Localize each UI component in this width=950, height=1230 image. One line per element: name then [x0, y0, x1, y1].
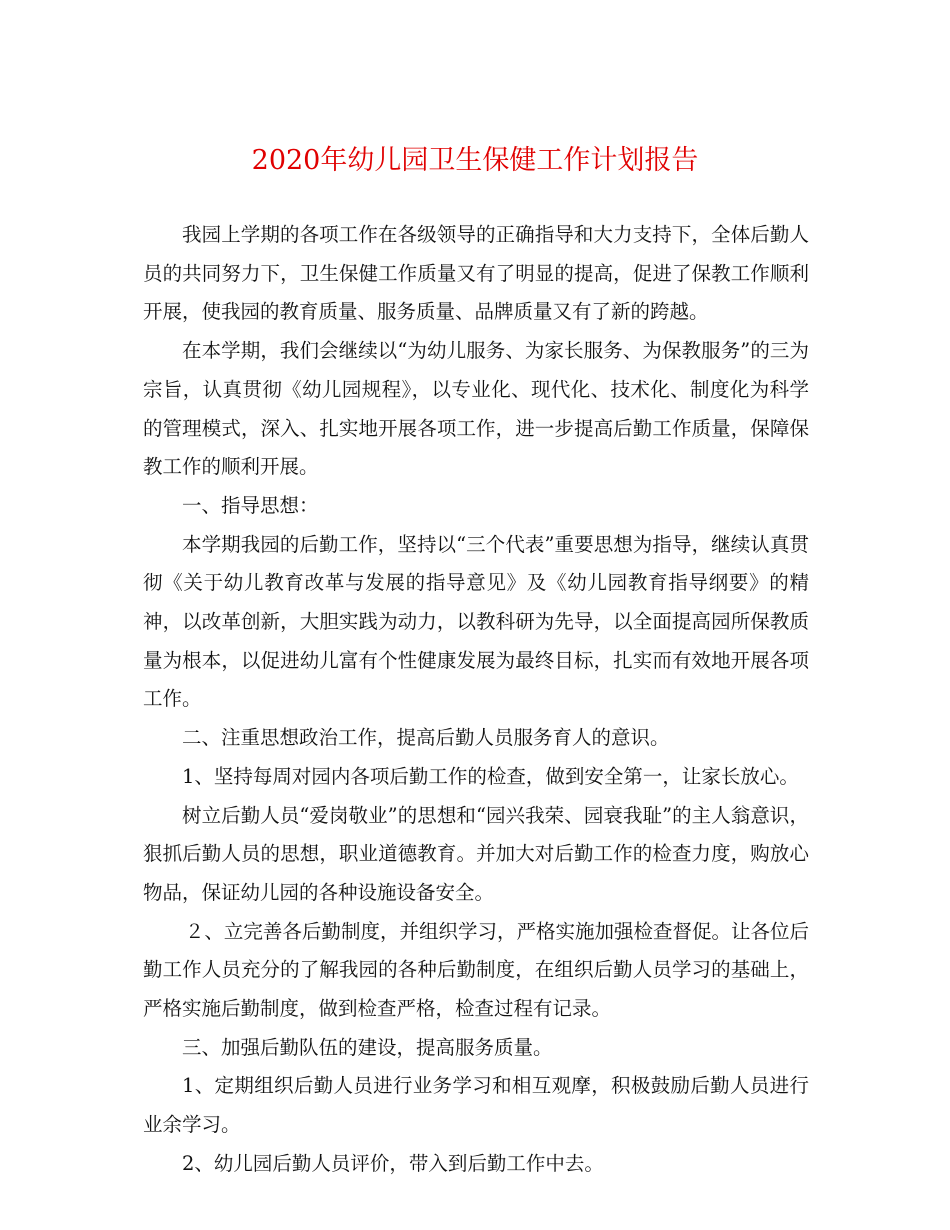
section-heading-political-work: 二、注重思想政治工作，提高后勤人员服务育人的意识。	[182, 726, 670, 750]
list-item-staff-evaluation: 2、幼儿园后勤人员评价，带入到后勤工作中去。	[182, 1151, 604, 1175]
document-body	[143, 216, 809, 1184]
paragraph-staff-ethics: 树立后勤人员“爱岗敬业”的思想和“园兴我荣、园衰我耻”的主人翁意识，狠抓后勤人员的思想，职业道德教育。并加大对后勤工作的检查力度，购放心物品，保证幼儿园的各种设施设备安全。	[143, 803, 809, 904]
list-item-improve-systems: ２、立完善各后勤制度，并组织学习，严格实施加强检查督促。让各位后勤工作人员充分的了解我园的各种后勤制度，在组织后勤人员学习的基础上，严格实施后勤制度，做到检查严格，检查过程有记录。	[143, 919, 809, 1021]
paragraph-semester-goals: 在本学期，我们会继续以“为幼儿服务、为家长服务、为保教服务”的三为宗旨，认真贯彻《幼儿园规程》，以专业化、现代化、技术化、制度化为科学的管理模式，深入、扎实地开展各项工作，进一步提高后勤工作质量，保障保教工作的顺利开展。	[143, 339, 809, 479]
paragraph-intro: 我园上学期的各项工作在各级领导的正确指导和大力支持下，全体后勤人员的共同努力下，卫生保健工作质量又有了明显的提高，促进了保教工作顺利开展，使我园的教育质量、服务质量、品牌质量又有了新的跨越。	[143, 223, 809, 324]
section-heading-team-building: 三、加强后勤队伍的建设，提高服务质量。	[182, 1035, 553, 1059]
document-title: 2020年幼儿园卫生保健工作计划报告	[251, 145, 699, 176]
paragraph-guiding-thought: 本学期我园的后勤工作，坚持以“三个代表”重要思想为指导，继续认真贯彻《关于幼儿教育改革与发展的指导意见》及《幼儿园教育指导纲要》的精神，以改革创新，大胆实践为动力，以教科研为先导，以全面提高园所保教质量为根本，以促进幼儿富有个性健康发展为最终目标，扎实而有效地开展各项工作。	[143, 532, 809, 711]
section-heading-guiding-thought: 一、指导思想：	[182, 493, 319, 517]
list-item-weekly-inspection: 1、坚持每周对园内各项后勤工作的检查，做到安全第一，让家长放心。	[182, 764, 799, 788]
list-item-regular-training: 1、定期组织后勤人员进行业务学习和相互观摩，积极鼓励后勤人员进行业余学习。	[143, 1074, 809, 1137]
